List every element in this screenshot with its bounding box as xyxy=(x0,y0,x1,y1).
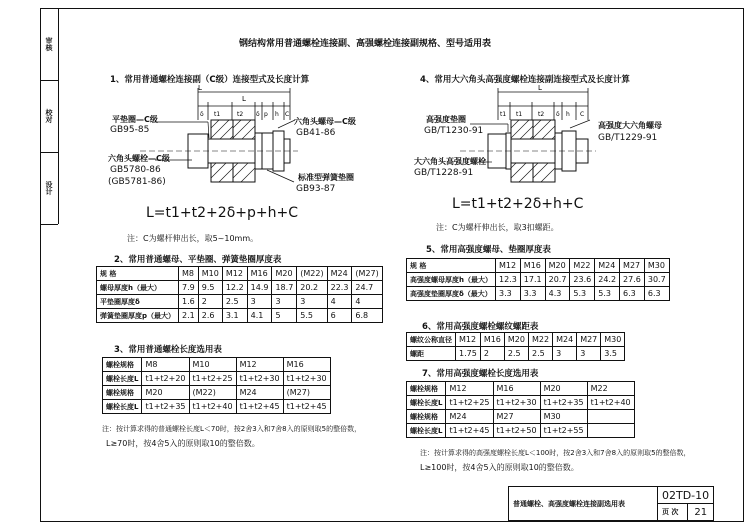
table-cell: 2.6 xyxy=(198,309,222,323)
svg-text:t2: t2 xyxy=(538,111,545,118)
table-cell: 2.5 xyxy=(504,347,528,361)
table-cell: 4.3 xyxy=(545,287,570,301)
title-block-code: 02TD-10 xyxy=(658,487,714,504)
sec4-nut-label: 高强度大六角螺母 xyxy=(598,121,662,130)
table-cell: t1+t2+20 xyxy=(142,372,189,386)
row-label-cell: 螺栓长度L xyxy=(103,400,142,414)
side-signature-column xyxy=(40,8,59,224)
row-label-cell: 螺栓规格 xyxy=(407,382,446,396)
table-cell: 3.3 xyxy=(520,287,545,301)
svg-text:t2: t2 xyxy=(237,111,244,118)
table-cell: t1+t2+25 xyxy=(189,372,236,386)
table-cell: t1+t2+55 xyxy=(540,424,587,438)
table-cell: 18.7 xyxy=(272,281,297,295)
table-cell: M30 xyxy=(601,333,625,347)
table-cell: 27.6 xyxy=(620,273,645,287)
table-cell: M20 xyxy=(540,382,587,396)
row-label-cell: 高强度垫圈厚度δ（最大） xyxy=(407,287,496,301)
table-cell: M12 xyxy=(236,358,283,372)
table-cell: M22 xyxy=(529,333,553,347)
svg-text:h: h xyxy=(275,111,279,118)
table-row xyxy=(407,410,635,424)
table-cell: t1+t2+40 xyxy=(189,400,236,414)
table-cell: 5.3 xyxy=(595,287,620,301)
table-cell: 3 xyxy=(272,295,297,309)
table-row xyxy=(103,372,331,386)
table-cell: t1+t2+45 xyxy=(236,400,283,414)
table-cell: 2 xyxy=(198,295,222,309)
table-row xyxy=(407,259,670,273)
nut-washer-thickness-table xyxy=(96,266,383,323)
table-cell: M8 xyxy=(179,267,199,281)
table-cell: 3.3 xyxy=(495,287,520,301)
high-strength-thickness-table xyxy=(406,258,670,301)
sec1-washer-label: 平垫圈—C级 xyxy=(112,115,158,124)
sec1-bolt-std1: GB5780-86 xyxy=(110,165,161,175)
table-cell: M16 xyxy=(520,259,545,273)
table-cell: t1+t2+35 xyxy=(142,400,189,414)
sec4-heading: 4、常用大六角头高强度螺栓连接副连接型式及长度计算 xyxy=(420,75,630,85)
row-label-cell: 螺栓长度L xyxy=(407,396,446,410)
row-label-cell: 高强度螺母厚度h（最大） xyxy=(407,273,496,287)
table-cell: t1+t2+30 xyxy=(283,372,330,386)
table-cell: t1+t2+50 xyxy=(493,424,540,438)
table-cell: M12 xyxy=(446,382,493,396)
table-row xyxy=(103,386,331,400)
sec4-washer-std: GB/T1230-91 xyxy=(424,126,484,136)
table-cell: 6.8 xyxy=(352,309,382,323)
table-row xyxy=(407,424,635,438)
thread-pitch-table xyxy=(406,332,625,361)
table-row xyxy=(97,267,383,281)
high-strength-bolt-length-table xyxy=(406,381,635,438)
svg-text:δ: δ xyxy=(200,111,204,118)
table-cell: M20 xyxy=(142,386,189,400)
table-row xyxy=(97,309,383,323)
table-cell: 2 xyxy=(480,347,504,361)
sec4-bolt-std: GB/T1228-91 xyxy=(414,168,474,178)
table-cell: 1.6 xyxy=(179,295,199,309)
table-cell: 9.5 xyxy=(198,281,222,295)
table-cell: M24 xyxy=(327,267,352,281)
svg-text:C: C xyxy=(285,111,290,118)
table-cell: 6 xyxy=(327,309,352,323)
table-cell: 24.2 xyxy=(595,273,620,287)
table-cell: 3 xyxy=(577,347,601,361)
svg-text:t1: t1 xyxy=(500,111,507,118)
table-cell: M24 xyxy=(553,333,577,347)
table-cell: t1+t2+30 xyxy=(236,372,283,386)
row-label-cell: 螺距 xyxy=(407,347,456,361)
row-label-cell: 螺栓规格 xyxy=(407,410,446,424)
table-cell: 5.3 xyxy=(570,287,595,301)
table-cell: M12 xyxy=(456,333,481,347)
table-cell: 22.3 xyxy=(327,281,352,295)
page-title: 钢结构常用普通螺栓连接副、高强螺栓连接副规格、型号适用表 xyxy=(238,39,491,49)
table-row xyxy=(407,273,670,287)
table-cell: M30 xyxy=(644,259,669,273)
sec1-formula: L=t1+t2+2δ+p+h+C xyxy=(146,205,298,221)
table-cell: 2.5 xyxy=(222,295,247,309)
table-cell: t1+t2+35 xyxy=(540,396,587,410)
side-cell-review: 审核 xyxy=(40,8,58,81)
sec1-spring-label: 标准型弹簧垫圈 xyxy=(298,173,354,182)
sec2-heading: 2、常用普通螺母、平垫圈、弹簧垫圈厚度表 xyxy=(114,255,282,265)
table-cell: M27 xyxy=(620,259,645,273)
svg-text:L: L xyxy=(242,95,246,103)
table-cell: 14.9 xyxy=(247,281,272,295)
table-cell: M27 xyxy=(493,410,540,424)
table-cell: M30 xyxy=(540,410,587,424)
table-cell: M16 xyxy=(493,382,540,396)
table-cell: M27 xyxy=(577,333,601,347)
sec4-washer-label: 高强度垫圈 xyxy=(426,115,466,124)
title-block-page: 21 xyxy=(688,504,714,521)
table-row xyxy=(407,347,625,361)
table-row xyxy=(407,287,670,301)
table-cell: 20.2 xyxy=(297,281,327,295)
table-cell: (M22) xyxy=(189,386,236,400)
table-row xyxy=(103,400,331,414)
table-cell: 20.7 xyxy=(545,273,570,287)
table-cell: 17.1 xyxy=(520,273,545,287)
table-cell: M20 xyxy=(545,259,570,273)
table-cell: 4 xyxy=(327,295,352,309)
sec4-nut-std: GB/T1229-91 xyxy=(598,133,658,143)
row-label-cell: 规 格 xyxy=(407,259,496,273)
side-cell-check: 校对 xyxy=(40,80,58,153)
table-cell: t1+t2+25 xyxy=(446,396,493,410)
table-cell: 3 xyxy=(553,347,577,361)
table-cell: M22 xyxy=(570,259,595,273)
row-label-cell: 平垫圈厚度δ xyxy=(97,295,179,309)
table-cell: 6.3 xyxy=(620,287,645,301)
table-row xyxy=(407,396,635,410)
svg-text:p: p xyxy=(264,111,268,118)
table-cell: M8 xyxy=(142,358,189,372)
table-cell: t1+t2+45 xyxy=(446,424,493,438)
row-label-cell: 规 格 xyxy=(97,267,179,281)
sec6-heading: 6、常用高强度螺栓螺纹螺距表 xyxy=(422,322,539,332)
sec5-heading: 5、常用高强度螺母、垫圈厚度表 xyxy=(426,245,551,255)
sec3-heading: 3、常用普通螺栓长度选用表 xyxy=(114,345,222,355)
table-cell: M10 xyxy=(198,267,222,281)
table-cell: 6.3 xyxy=(644,287,669,301)
sec1-nut-label: 六角头螺母—C级 xyxy=(294,117,356,126)
table-cell: (M22) xyxy=(297,267,327,281)
row-label-cell: 螺栓规格 xyxy=(103,386,142,400)
sec1-nut-std: GB41-86 xyxy=(296,128,336,138)
title-block xyxy=(508,486,714,521)
svg-text:t1: t1 xyxy=(214,111,221,118)
table-cell: 4.1 xyxy=(247,309,272,323)
svg-text:t1: t1 xyxy=(516,111,523,118)
row-label-cell: 螺纹公称直径 xyxy=(407,333,456,347)
row-label-cell: 弹簧垫圈厚度p（最大） xyxy=(97,309,179,323)
table-cell: 3 xyxy=(297,295,327,309)
sec7-note1: 注：按计算求得的高强度螺栓长度L＜100时，按2舍3入和7舍8入的原则取5的整倍数， xyxy=(420,449,691,457)
table-cell: 3.5 xyxy=(601,347,625,361)
table-cell: 23.6 xyxy=(570,273,595,287)
table-cell: t1+t2+30 xyxy=(493,396,540,410)
row-label-cell: 螺母厚度h（最大） xyxy=(97,281,179,295)
table-cell xyxy=(587,410,634,424)
table-row xyxy=(407,333,625,347)
sec1-bolt-std2: (GB5781-86) xyxy=(108,177,166,187)
sec7-heading: 7、常用高强度螺栓长度选用表 xyxy=(422,369,539,379)
svg-text:L: L xyxy=(198,84,202,92)
title-block-name: 普通螺栓、高强度螺栓连接副选用表 xyxy=(509,487,658,521)
table-cell: 4 xyxy=(352,295,382,309)
table-cell: M10 xyxy=(189,358,236,372)
table-cell: t1+t2+45 xyxy=(283,400,330,414)
table-cell: 3.1 xyxy=(222,309,247,323)
table-row xyxy=(103,358,331,372)
svg-text:δ: δ xyxy=(556,111,560,118)
sec4-formula: L=t1+t2+2δ+h+C xyxy=(452,196,584,212)
sec1-heading: 1、常用普通螺栓连接副（C级）连接型式及长度计算 xyxy=(110,75,310,85)
sec3-note1: 注：按计算求得的普通螺栓长度L＜70时，按2舍3入和7舍8入的原则取5的整倍数， xyxy=(102,425,362,433)
table-cell: 1.75 xyxy=(456,347,481,361)
sec1-note: 注：C为螺杆伸出长，取5~10mm。 xyxy=(127,234,259,243)
row-label-cell: 螺栓长度L xyxy=(407,424,446,438)
sec7-note2: L≥100时，按4舍5入的原则取10的整倍数。 xyxy=(420,463,579,472)
table-row xyxy=(97,281,383,295)
table-cell: M12 xyxy=(222,267,247,281)
row-label-cell: 螺栓规格 xyxy=(103,358,142,372)
table-cell: M16 xyxy=(247,267,272,281)
table-cell: 24.7 xyxy=(352,281,382,295)
sec1-bolt-label: 六角头螺栓—C级 xyxy=(108,154,170,163)
ordinary-bolt-length-table xyxy=(102,357,331,414)
table-row xyxy=(407,382,635,396)
row-label-cell: 螺栓长度L xyxy=(103,372,142,386)
table-cell: 3 xyxy=(247,295,272,309)
svg-text:L: L xyxy=(538,84,542,92)
table-cell xyxy=(587,424,634,438)
table-cell: (M27) xyxy=(283,386,330,400)
table-cell: 12.2 xyxy=(222,281,247,295)
table-cell: M22 xyxy=(587,382,634,396)
svg-text:h: h xyxy=(566,111,570,118)
table-cell: 7.9 xyxy=(179,281,199,295)
table-cell: M16 xyxy=(480,333,504,347)
sec1-spring-std: GB93-87 xyxy=(296,184,336,194)
table-cell: M24 xyxy=(236,386,283,400)
table-cell: M20 xyxy=(272,267,297,281)
table-cell: (M27) xyxy=(352,267,382,281)
sec4-bolt-label: 大六角头高强度螺栓 xyxy=(414,157,486,166)
table-cell: 5.5 xyxy=(297,309,327,323)
title-block-page-label: 页 次 xyxy=(658,504,688,521)
table-cell: 5 xyxy=(272,309,297,323)
bolt-diagram-high-strength xyxy=(440,84,640,202)
sec4-note: 注：C为螺杆伸出长，取3扣螺距。 xyxy=(436,223,559,232)
table-cell: 30.7 xyxy=(644,273,669,287)
svg-text:δ: δ xyxy=(256,111,260,118)
table-cell: M12 xyxy=(495,259,520,273)
sec3-note2: L≥70时，按4舍5入的原则取10的整倍数。 xyxy=(106,439,260,448)
table-cell: 2.5 xyxy=(529,347,553,361)
sec1-washer-std: GB95-85 xyxy=(110,125,150,135)
table-cell: 12.3 xyxy=(495,273,520,287)
table-cell: M16 xyxy=(283,358,330,372)
table-cell: t1+t2+40 xyxy=(587,396,634,410)
svg-text:C: C xyxy=(580,111,585,118)
table-row xyxy=(97,295,383,309)
table-cell: M24 xyxy=(446,410,493,424)
side-cell-design: 设计 xyxy=(40,152,58,225)
table-cell: M24 xyxy=(595,259,620,273)
table-cell: 2.1 xyxy=(179,309,199,323)
table-cell: M20 xyxy=(504,333,528,347)
